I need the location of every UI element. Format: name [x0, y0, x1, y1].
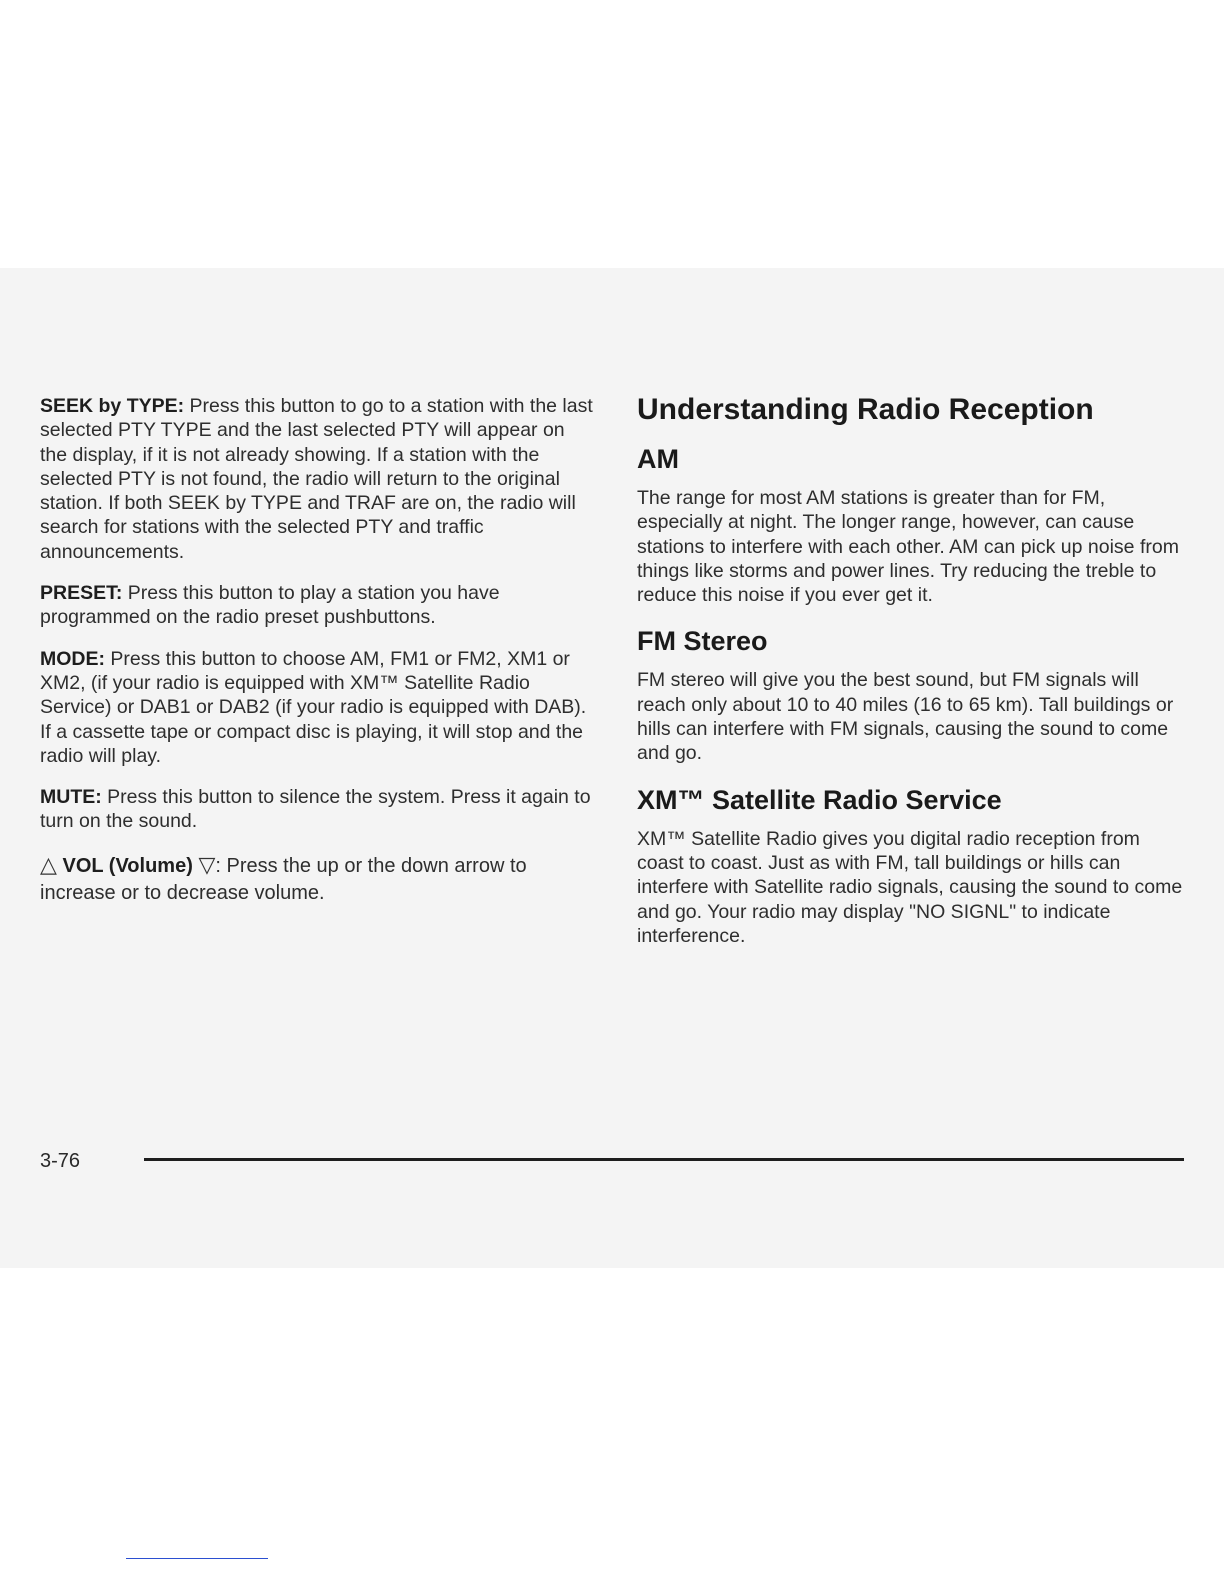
volume-paragraph — [40, 851, 596, 907]
volume-down-icon: ▽ — [198, 851, 216, 877]
preset-term: PRESET: — [40, 582, 123, 605]
fm-stereo-paragraph: FM stereo will give you the best sound, but FM signals will reach only about 10 to 40 miles (16 to 65 km). Tall buildings or hills can interfere with FM signals, causing the sound to come and go. — [637, 669, 1174, 765]
mode-text: Press this button to choose AM, FM1 or FM2, XM1 or XM2, (if your radio is equipped with XM™ Satellite Radio Service) or DAB1 or DAB2 (if your radio is equipped with DAB). If a cassette tape or compact disc is playing, it will stop and the radio will play. — [40, 647, 587, 767]
am-paragraph: The range for most AM stations is greater than for FM, especially at night. The longer range, however, can cause stations to interfere with each other. AM can pick up noise from things like storms and power lines. Try reducing the treble to reduce this noise if you ever get it. — [637, 487, 1179, 607]
mute-paragraph — [40, 785, 596, 834]
mute-text: Press this button to silence the system. Press it again to turn on the sound. — [40, 786, 591, 833]
volume-text: : Press the up or the down arrow to increase or to decrease volume. — [40, 854, 527, 904]
footer-rule — [144, 1158, 1184, 1161]
mute-term: MUTE: — [40, 786, 102, 809]
section-title: Understanding Radio Reception — [637, 393, 1094, 426]
preset-text: Press this button to play a station you have programmed on the radio preset pushbuttons. — [40, 582, 500, 629]
left-column — [40, 394, 596, 924]
xm-satellite-paragraph: XM™ Satellite Radio gives you digital radio reception from coast to coast. Just as with FM, tall buildings or hills can interfere with Satellite radio signals, causing the sound to come and go. Your radio may display "NO SIGNL" to indicate interference. — [637, 827, 1183, 947]
seek-by-type-term: SEEK by TYPE: — [40, 395, 185, 417]
volume-term: VOL (Volume) — [62, 854, 193, 877]
link-underline[interactable] — [126, 1558, 268, 1559]
volume-up-icon: △ — [40, 851, 57, 877]
xm-satellite-heading: XM™ Satellite Radio Service — [637, 784, 1002, 815]
page-number: 3-76 — [40, 1150, 81, 1172]
right-column — [637, 390, 1185, 965]
mode-term: MODE: — [40, 647, 105, 670]
seek-by-type-text: Press this button to go to a station with the last selected PTY TYPE and the last selected PTY will appear on the display, if it is not already showing. If a station with the selected PTY is not found, the radio will return to the original station. If both SEEK by TYPE and TRAF are on, the radio will search for stations with the selected PTY and traffic announcements. — [40, 395, 593, 563]
fm-stereo-heading: FM Stereo — [637, 626, 768, 657]
seek-by-type-paragraph — [40, 394, 596, 564]
preset-paragraph — [40, 581, 596, 630]
am-heading: AM — [637, 444, 679, 474]
mode-paragraph — [40, 647, 596, 768]
